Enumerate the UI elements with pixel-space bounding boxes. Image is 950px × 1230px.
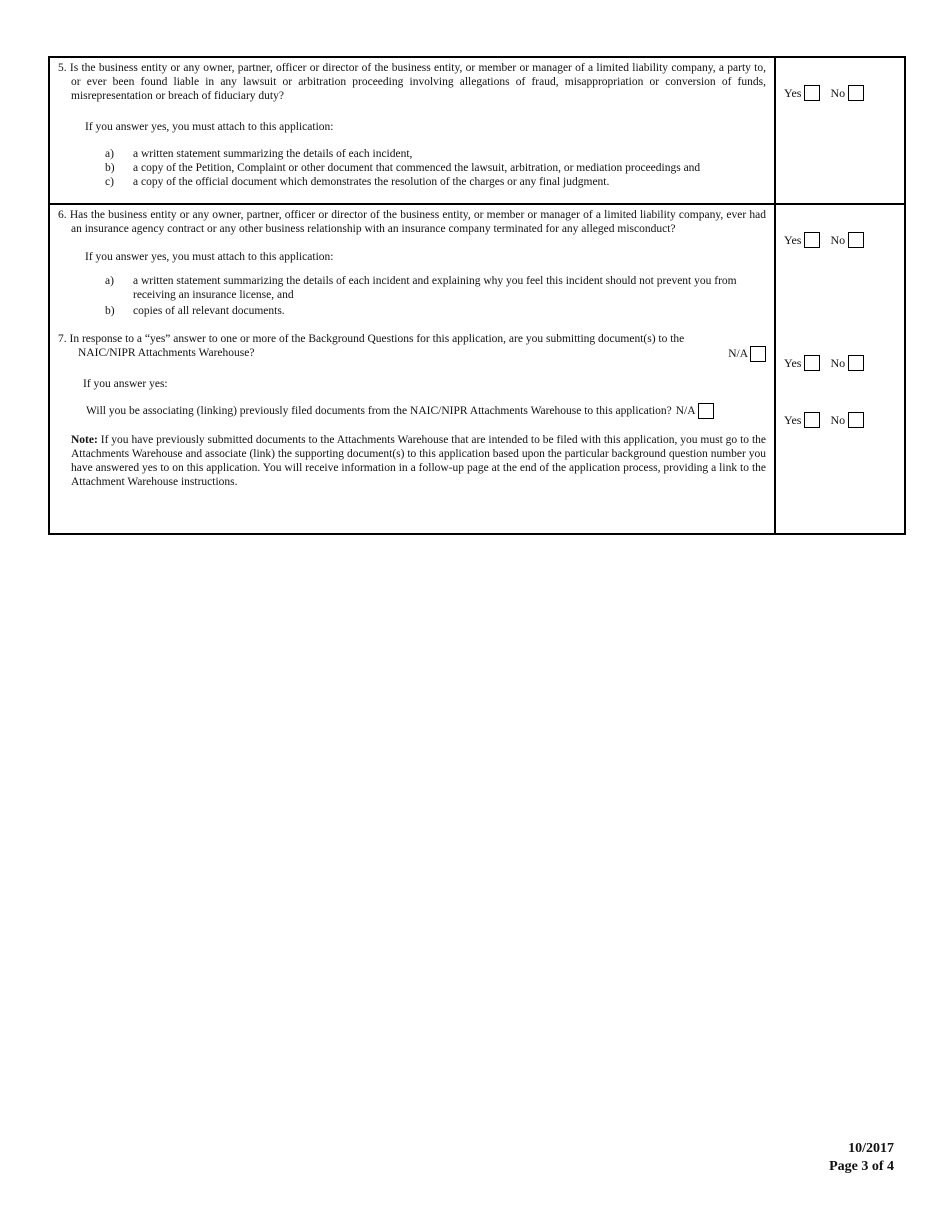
question-7-linking-text: Will you be associating (linking) previously filed documents from the NAIC/NIPR Attachments Warehouse to this application? [86,405,672,417]
question-5-no-checkbox[interactable] [848,85,864,101]
question-7-text: 7. In response to a “yes” answer to one or more of the Background Questions for this application, are you submitting document(s) to the [58,333,685,345]
question-6-7-row [50,205,904,533]
no-label: No [830,356,846,370]
question-5-answer-cell [776,58,904,203]
note-label: Note: [71,434,98,446]
yes-label: Yes [784,356,802,370]
question-7-text-continued: NAIC/NIPR Attachments Warehouse? [78,347,255,359]
list-marker: b) [105,162,115,174]
list-marker: a) [105,148,114,160]
no-label: No [830,233,846,247]
question-7-na-checkbox[interactable] [750,346,766,362]
question-5-text: 5. Is the business entity or any owner, partner, officer or director of the business entity, or member or manager of a limited liability company, a party to, or ever been found liable in any lawsuit or arbitration proceeding involving allegations of fraud, misappropriation or conversion of funds, misrepresentation or breach of fiduciary duty? [58,62,766,102]
no-label: No [830,86,846,100]
list-text: a copy of the official document which demonstrates the resolution of the charges or any final judgment. [133,176,610,188]
note-text: If you have previously submitted documents to the Attachments Warehouse that are intended to be filed with this application, you must go to the Attachments Warehouse and associate (link) the supporting document(s) to this application based upon the particular background question number you have answered yes to on this application. You will receive information in a follow-up page at the end of the application process, providing a link to the Attachment Warehouse instructions. [71,434,766,488]
yes-label: Yes [784,233,802,247]
question-7-no-checkbox[interactable] [848,355,864,371]
question-5-cell [50,58,776,203]
list-text: a written statement summarizing the details of each incident and explaining why you feel this incident should not prevent you from receiving an insurance license, and [133,275,737,301]
question-6-yes-checkbox[interactable] [804,232,820,248]
list-item [58,274,766,302]
question-7-if-yes: If you answer yes: [83,378,168,390]
yes-label: Yes [784,413,802,427]
list-item [58,304,766,318]
question-7-linking-yes-checkbox[interactable] [804,412,820,428]
list-text: a written statement summarizing the details of each incident, [133,148,413,160]
question-5-row [50,58,904,205]
question-5-yes-no [784,85,864,101]
list-item [58,175,766,189]
list-marker: c) [105,176,114,188]
question-5-yes-checkbox[interactable] [804,85,820,101]
question-7-linking-yes-no [784,412,864,428]
question-7-linking [86,403,766,419]
list-item [58,161,766,175]
question-6-attach-lead: If you answer yes, you must attach to this application: [85,251,334,263]
no-label: No [830,413,846,427]
page-number: Page 3 of 4 [829,1159,894,1174]
form-revision-date: 10/2017 [848,1141,894,1156]
question-7-linking-na [676,403,714,419]
question-6-no-checkbox[interactable] [848,232,864,248]
question-5-attach-list [58,147,766,189]
question-6-text: 6. Has the business entity or any owner, partner, officer or director of the business entity, or member or manager of a limited liability company, ever had an insurance agency contract or any other business relationship with an insurance company terminated for any alleged misconduct? [58,209,766,235]
yes-label: Yes [784,86,802,100]
question-7-na [728,346,766,362]
list-text: a copy of the Petition, Complaint or other document that commenced the lawsuit, arbitration, or mediation proceedings and [133,162,701,174]
list-text: copies of all relevant documents. [133,305,285,317]
list-marker: b) [105,305,115,317]
question-7-yes-no [784,355,864,371]
question-7-linking-na-checkbox[interactable] [698,403,714,419]
question-7-yes-checkbox[interactable] [804,355,820,371]
question-7-linking-no-checkbox[interactable] [848,412,864,428]
na-label: N/A [675,405,696,417]
list-item [58,147,766,161]
background-questions-table [48,56,906,535]
question-6-attach-list [58,274,766,318]
na-label: N/A [728,348,748,360]
question-7-line2 [58,346,766,362]
question-6-7-cell [50,205,776,533]
question-5-attach-lead: If you answer yes, you must attach to this application: [85,121,334,133]
list-marker: a) [105,275,114,287]
question-6-7-answer-cell [776,205,904,533]
question-7-note [71,433,766,489]
question-6-yes-no [784,232,864,248]
page-footer [829,1140,894,1176]
